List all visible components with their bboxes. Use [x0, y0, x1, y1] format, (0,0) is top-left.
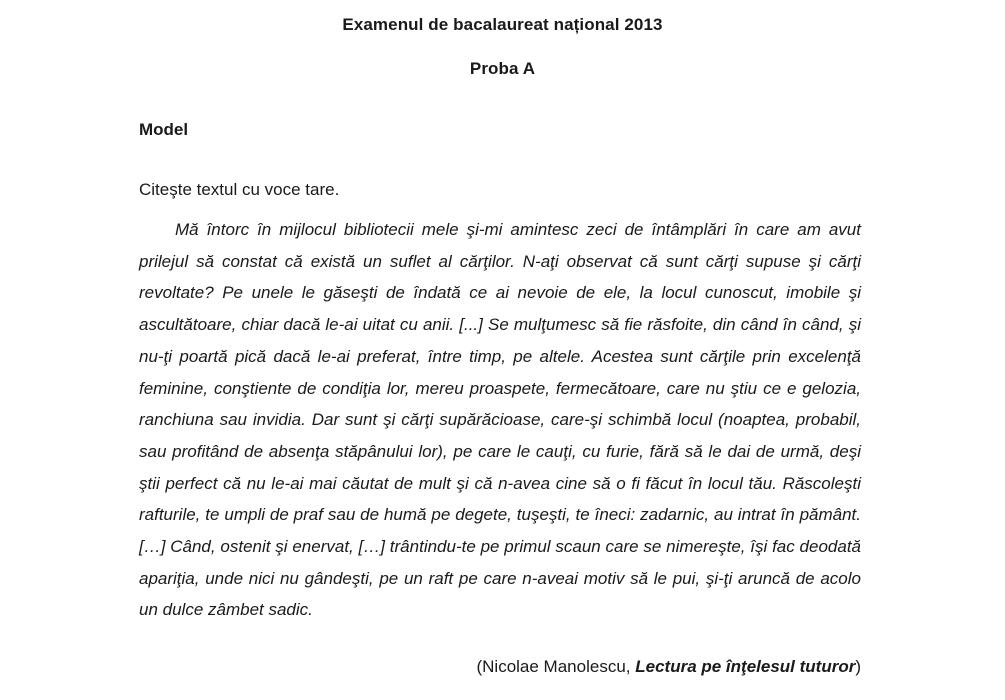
citation-separator: , — [625, 657, 636, 676]
citation-close-paren: ) — [855, 657, 861, 676]
citation — [476, 657, 861, 677]
reading-passage: Mă întorc în mijlocul bibliotecii mele şi-mi amintesc zeci de întâmplări în care am avut prilejul să constat că există un suflet al cărţilor. N-aţi observat că sunt cărţi supuse şi cărţi revoltate? Pe unele le găseşti de îndată ce ai nevoie de ele, la locul cunoscut, imobile şi ascultătoare, chiar dacă le-ai uitat cu anii. [...] Se mulţumesc să fie răsfoite, din când în când, şi nu-ţi poartă pică dacă le-ai preferat, între timp, pe altele. Acestea sunt cărţile prin excelenţă feminine, conştiente de condiţia lor, mereu proaspete, fermecătoare, care nu ştiu ce e gelozia, ranchiuna sau invidia. Dar sunt şi cărţi supărăcioase, care-şi schimbă locul (noaptea, probabil, sau profitând de absenţa stăpânului lor), pe care le cauţi, cu furie, fără să le dai de urmă, deşi ştii perfect că nu le-ai mai căutat de mult şi că n-avea cine să o fi făcut în locul tău. Răscoleşti rafturile, te umpli de praf sau de humă pe degete, tuşeşti, te îneci: zadarnic, au intrat în pământ. […] Când, ostenit şi enervat, […] trântindu-te pe primul scaun care se nimereşte, îşi fac deodată apariţia, unde nici nu gândeşti, pe un raft pe care n-aveai motiv să le pui, şi-ţi aruncă de acolo un dulce zâmbet sadic. — [139, 220, 861, 620]
citation-open-paren: ( — [476, 657, 483, 676]
test-name: Proba A — [469, 59, 536, 78]
section-label: Model — [139, 120, 189, 139]
citation-book-title: Lectura pe înţelesul tuturor — [635, 657, 856, 676]
exam-title: Examenul de bacalaureat național 2013 — [342, 15, 663, 34]
reading-instruction: Citeşte textul cu voce tare. — [139, 180, 340, 199]
citation-author: Nicolae Manolescu — [482, 657, 626, 676]
